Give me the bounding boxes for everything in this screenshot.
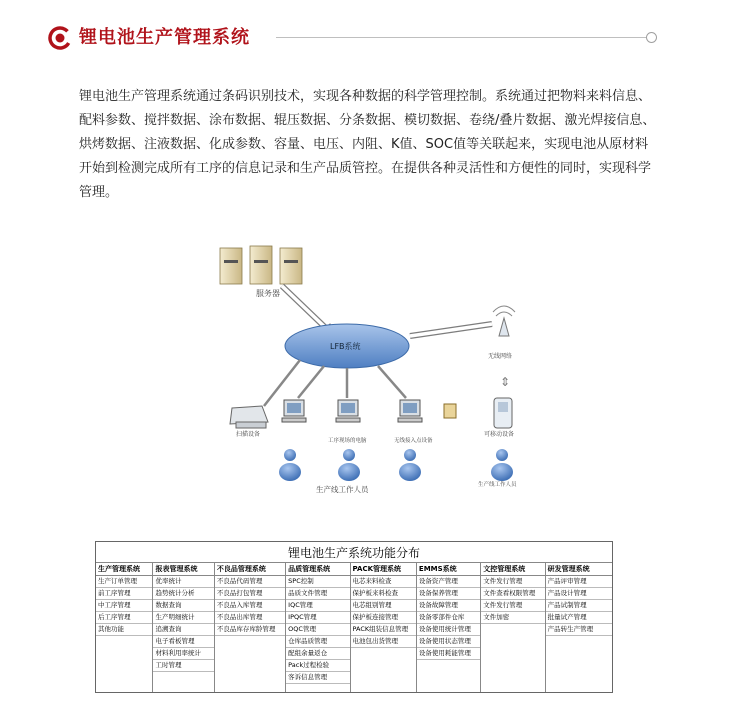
table-cell: 电池包出货管理 [351, 636, 416, 648]
table-cell: 后工序管理 [96, 612, 152, 624]
table-cell: 客诉信息管理 [286, 672, 349, 684]
table-cell: 保护板来料检查 [351, 588, 416, 600]
table-column [351, 563, 417, 693]
table-cell: 前工序管理 [96, 588, 152, 600]
scanner-icon [230, 406, 268, 428]
table-cell: 保护板连接管理 [351, 612, 416, 624]
table-cell: 文件加密 [481, 612, 544, 624]
table-cell: 材料利用率统计 [153, 648, 213, 660]
table-cell: 不良品出库管理 [215, 612, 285, 624]
table-cell: 不良品库存库龄管理 [215, 624, 285, 636]
table-cell: 数据查询 [153, 600, 213, 612]
table-cell: 设备故障管理 [417, 600, 480, 612]
table-column [215, 563, 286, 693]
handheld-label: 可移动设备 [484, 431, 515, 438]
column-header: 生产管理系统 [96, 563, 152, 576]
table-cell: 设备使用状态管理 [417, 636, 480, 648]
table-column [417, 563, 481, 693]
header-divider [276, 37, 646, 38]
table-cell: IPQC管理 [286, 612, 349, 624]
worker-icon [279, 449, 301, 481]
column-header: EMMS系统 [417, 563, 480, 576]
pc-label: 工序现场的电脑 [328, 438, 367, 444]
table-title: 锂电池生产系统功能分布 [287, 546, 420, 560]
table-cell: 中工序管理 [96, 600, 152, 612]
column-header: 文控管理系统 [481, 563, 544, 576]
table-cell: 品质文件管理 [286, 588, 349, 600]
wireless-device-label: 无线接入点设备 [394, 438, 433, 444]
table-cell: OQC管理 [286, 624, 349, 636]
table-cell: 设备资产管理 [417, 576, 480, 588]
table-cell: 追溯查询 [153, 624, 213, 636]
table-cell: SPC控制 [286, 576, 349, 588]
lfb-system-label: LFB系统 [330, 342, 361, 351]
table-cell: IQC管理 [286, 600, 349, 612]
column-header: 研发管理系统 [546, 563, 612, 576]
table-cell: 电芯组别管理 [351, 600, 416, 612]
table-cell: 生产明细统计 [153, 612, 213, 624]
table-cell: 趋势统计分析 [153, 588, 213, 600]
table-column [286, 563, 350, 693]
table-columns [96, 562, 612, 693]
table-column [481, 563, 545, 693]
table-cell: 产品设计管理 [546, 588, 612, 600]
table-cell: 产品转生产管理 [546, 624, 612, 636]
table-cell: 配组余量返仓 [286, 648, 349, 660]
column-header: PACK管理系统 [351, 563, 416, 576]
table-cell: 电子看板管理 [153, 636, 213, 648]
table-cell: 文件查看权限管理 [481, 588, 544, 600]
table-cell: 其他功能 [96, 624, 152, 636]
network-diagram [212, 238, 542, 500]
table-cell: 产品评审管理 [546, 576, 612, 588]
table-cell: 电芯来料检查 [351, 576, 416, 588]
wireless-updown-arrow: ⇕ [500, 375, 511, 389]
table-column [96, 563, 153, 693]
function-distribution-table [95, 541, 613, 693]
server-icon [220, 246, 302, 284]
mobile-worker-label: 生产线工作人员 [478, 482, 517, 488]
handheld-device-icon [494, 398, 512, 428]
section-logo-icon [48, 26, 72, 50]
table-cell: 文件发行管理 [481, 576, 544, 588]
workstation-icon [282, 400, 306, 422]
table-cell: 不良品代码管理 [215, 576, 285, 588]
package-icon [444, 404, 456, 418]
table-cell: 设备使用统计管理 [417, 624, 480, 636]
table-column [546, 563, 612, 693]
table-cell: 仓库品质管理 [286, 636, 349, 648]
table-cell: PACK组装信息管理 [351, 624, 416, 636]
workers-label: 生产线工作人员 [316, 485, 369, 494]
table-cell: 设备使用耗能管理 [417, 648, 480, 660]
column-header: 不良品管理系统 [215, 563, 285, 576]
server-label: 服务器 [256, 289, 280, 298]
table-cell: 批量试产管理 [546, 612, 612, 624]
workstation-icon [336, 400, 360, 422]
header-divider-dot [646, 32, 657, 43]
table-cell: 不良品打包管理 [215, 588, 285, 600]
table-cell: Pack过程检验 [286, 660, 349, 672]
worker-icon [399, 449, 421, 481]
section-header [48, 24, 660, 52]
mobile-worker-icon [491, 449, 513, 481]
column-header: 报表管理系统 [153, 563, 213, 576]
scanner-label: 扫描设备 [236, 431, 261, 438]
table-cell: 生产订单管理 [96, 576, 152, 588]
table-cell: 设备保养管理 [417, 588, 480, 600]
table-cell: 文件发行管理 [481, 600, 544, 612]
table-cell: 设备零部件仓库 [417, 612, 480, 624]
page-title: 锂电池生产管理系统 [79, 27, 250, 48]
table-cell: 优率统计 [153, 576, 213, 588]
worker-icon [338, 449, 360, 481]
workstation-icon [398, 400, 422, 422]
wireless-label: 无线网络 [488, 353, 513, 360]
table-cell: 工时管理 [153, 660, 213, 672]
antenna-icon [493, 306, 515, 336]
table-column [153, 563, 214, 693]
table-cell: 产品试制管理 [546, 600, 612, 612]
column-header: 品质管理系统 [286, 563, 349, 576]
intro-paragraph: 锂电池生产管理系统通过条码识别技术，实现各种数据的科学管理控制。系统通过把物料来料信息、配料参数、搅拌数据、涂布数据、辊压数据、分条数据、模切数据、卷绕/叠片数据、激光焊接信息、烘烤数据、注液数据、化成参数、容量、电压、内阻、K值、SOC值等关联起来，实现电池从原材料开始到检测完成所有工序的信息记录和生产品质管控。在提供各种灵活性和方便性的同时，实现科学管理。 [79, 89, 656, 200]
table-cell: 不良品入库管理 [215, 600, 285, 612]
